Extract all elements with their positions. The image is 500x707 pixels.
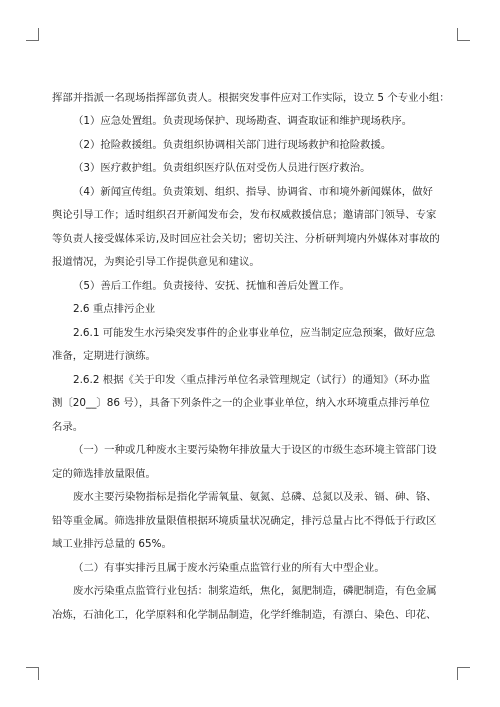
- text-line: 名录。: [52, 421, 84, 433]
- crop-mark-bottom-right: [457, 667, 470, 680]
- text-line: 废水污染重点监管行业包括：制浆造纸，焦化，氮肥制造，磷肥制造，有色金属: [73, 585, 437, 597]
- text-line: 2.6.1 可能发生水污染突发事件的企业事业单位，应当制定应急预案，做好应急: [73, 327, 436, 339]
- crop-mark-bottom-left: [26, 667, 39, 680]
- text-line: 冶炼，石油化工，化学原料和化学制品制造，化学纤维制造，有漂白、染色、印花、: [52, 609, 437, 621]
- text-line: 2.6.2 根据《关于印发〈重点排污单位名录管理规定（试行）的通知》（环办监: [73, 374, 431, 386]
- text-line: （5）善后工作组。负责接待、安抚、抚恤和善后处置工作。: [73, 280, 350, 292]
- crop-mark-top-left: [26, 28, 39, 41]
- text-line: （二）有事实排污且属于废水污染重点监管行业的所有大中型企业。: [73, 562, 385, 574]
- text-line: 等负责人接受媒体采访,及时回应社会关切；密切关注、分析研判境内外媒体对事故的: [52, 233, 440, 245]
- text-line: （3）医疗救护组。负责组织医疗队伍对受伤人员进行医疗救治。: [73, 162, 371, 174]
- section-heading: 2.6 重点排污企业: [73, 303, 156, 315]
- text-line: 舆论引导工作；适时组织召开新闻发布会，发布权威救援信息；邀请部门领导、专家: [52, 209, 437, 221]
- text-line: 准备，定期进行演练。: [52, 350, 156, 362]
- text-line: 铅等重金属。筛选排放量限值根据环境质量状况确定，排污总量占比不得低于行政区: [52, 515, 437, 527]
- text-line: （4）新闻宣传组。负责策划、组织、指导、协调省、市和境外新闻媒体，做好: [73, 186, 433, 198]
- text-line: 废水主要污染物指标是指化学需氧量、氨氮、总磷、总氮以及汞、镉、砷、铬、: [73, 491, 437, 503]
- text-line: 定的筛选排放量限值。: [52, 468, 156, 480]
- text-line: （1）应急处置组。负责现场保护、现场勘查、调查取证和维护现场秩序。: [73, 115, 413, 127]
- crop-mark-top-right: [457, 28, 470, 41]
- text-line: 测〔20__〕86 号），具备下列条件之一的企业事业单位，纳入水环境重点排污单位: [52, 397, 430, 409]
- text-line: （2）抢险救援组。负责组织协调相关部门进行现场救护和抢险救援。: [73, 139, 392, 151]
- text-line: 挥部并指派一名现场指挥部负责人。根据突发事件应对工作实际，设立 5 个专业小组：: [52, 92, 450, 104]
- text-line: 域工业排污总量的 65%。: [52, 538, 172, 550]
- text-line: （一）一种或几种废水主要污染物年排放量大于设区的市级生态环境主管部门设: [73, 444, 437, 456]
- text-line: 报道情况，为舆论引导工作提供意见和建议。: [52, 256, 260, 268]
